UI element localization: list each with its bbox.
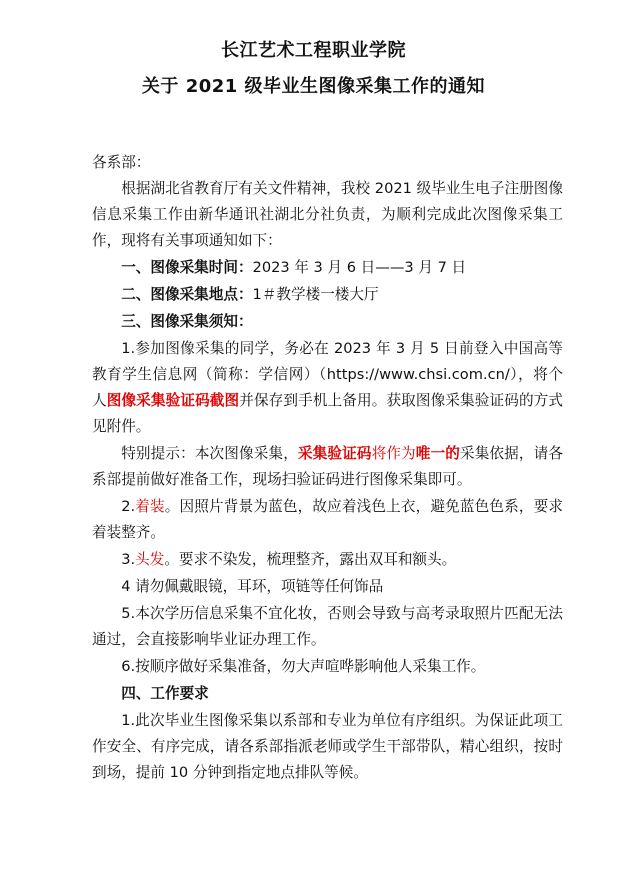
section-1-value: 2023 年 3 月 6 日——3 月 7 日 — [252, 259, 467, 276]
item-2-highlight: 着装 — [135, 498, 165, 515]
document-title-school: 长江艺术工程职业学院 — [221, 40, 406, 61]
intro-paragraph: 根据湖北省教育厅有关文件精神，我校 2021 级毕业生电子注册图像信息采集工作由新华通讯社湖北分社负责，为顺利完成此次图像采集工作，现将有关事项通知如下： — [92, 180, 563, 249]
item-1-text-b: 并保存到手机上备用。获取图像采集验证码的方式见附件。 — [92, 392, 563, 435]
notice-item-1 — [92, 336, 563, 440]
document-title-notice: 关于 2021 级毕业生图像采集工作的通知 — [141, 76, 486, 97]
section-3-heading: 三、图像采集须知： — [121, 313, 253, 330]
item-1-text-a: 1.参加图像采集的同学，务必在 2023 年 3 月 5 日前登入中国高等教育学生信息网（简称：学信网）（https://www.chsi.com.cn/），将个人 — [92, 340, 563, 409]
section-2-location — [92, 282, 563, 308]
special-tip — [92, 441, 563, 493]
item-3-highlight: 头发 — [135, 551, 165, 568]
notice-item-3 — [92, 547, 563, 573]
tip-text-a: 特别提示：本次图像采集， — [121, 445, 298, 462]
section-1-time — [92, 255, 563, 281]
salutation: 各系部： — [92, 154, 151, 171]
notice-item-4: 4 请勿佩戴眼镜，耳环，项链等任何饰品 — [121, 578, 384, 595]
section-4-heading: 四、工作要求 — [121, 685, 209, 702]
tip-text-b: 采集依据，请各系部提前做好准备工作，现场扫验证码进行图像采集即可。 — [92, 445, 563, 488]
item-2-text: 。因照片背景为蓝色，故应着浅色上衣，避免蓝色色系，要求着装整齐。 — [92, 498, 563, 541]
item-2-number: 2. — [121, 498, 136, 515]
notice-item-6: 6.按顺序做好采集准备，勿大声喧哗影响他人采集工作。 — [121, 658, 486, 675]
tip-highlight-unique: 唯一的 — [415, 445, 460, 462]
section-2-label: 二、图像采集地点： — [121, 286, 253, 303]
tip-highlight-code: 采集验证码 — [297, 445, 372, 462]
item-3-number: 3. — [121, 551, 136, 568]
notice-item-5: 5.本次学历信息采集不宜化妆，否则会导致与高考录取照片匹配无法通过，会直接影响毕业证办理工作。 — [92, 605, 563, 648]
section-2-value: 1＃教学楼一楼大厅 — [252, 286, 379, 303]
section-1-label: 一、图像采集时间： — [121, 259, 253, 276]
item-1-highlight: 图像采集验证码截图 — [106, 392, 240, 409]
requirement-1: 1.此次毕业生图像采集以系部和专业为单位有序组织。为保证此项工作安全、有序完成，请各系部指派老师或学生干部带队，精心组织，按时到场，提前 10 分钟到指定地点排队等候。 — [92, 712, 563, 781]
item-3-text: 。要求不染发，梳理整齐，露出双耳和额头。 — [164, 551, 457, 568]
notice-item-2 — [92, 494, 563, 546]
tip-highlight-as: 将作为 — [371, 445, 416, 462]
